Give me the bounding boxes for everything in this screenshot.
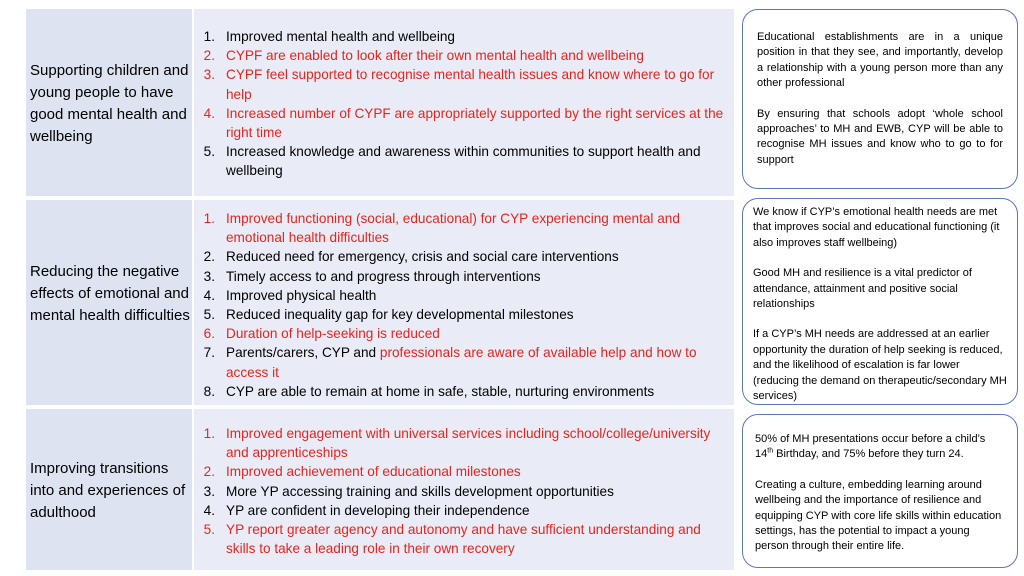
outcome-item: 1. Improved mental health and wellbeing — [203, 29, 455, 44]
note-paragraph: Good MH and resilience is a vital predictor of attendance, attainment and positive social relationships — [753, 267, 972, 311]
outcome-item: 1. Improved engagement with universal services including school/college/university and apprenticeships — [203, 426, 711, 461]
outcome-item: 6. Duration of help-seeking is reduced — [203, 326, 440, 342]
outcome-item: 5. Reduced inequality gap for key developmental milestones — [203, 307, 574, 323]
rationale-note-1 — [742, 9, 1018, 189]
note-paragraph: 50% of MH presentations occur before a child’s 14th Birthday, and 75% before they turn 24. — [755, 433, 986, 461]
note-paragraph: By ensuring that schools adopt ‘whole school approaches’ to MH and EWB, CYP will be able to recognise MH issues and know who to go to for support — [757, 107, 1003, 166]
outcome-item: 3. Timely access to and progress through interventions — [203, 268, 541, 284]
note-paragraph: Educational establishments are in a unique position in that they see, and importantly, develop a relationship with a young person more than any other professional — [757, 31, 1003, 90]
row-1-title: Supporting children and young people to have good mental health and wellbeing — [30, 62, 189, 145]
outcome-item: 1. Improved functioning (social, educational) for CYP experiencing mental and emotional health difficulties — [203, 211, 680, 246]
note-paragraph: We know if CYP’s emotional health needs are met that improves social and educational functioning (it also improves staff wellbeing) — [753, 206, 1000, 249]
rationale-note-2 — [742, 198, 1018, 405]
outcome-item: 3. More YP accessing training and skills development opportunities — [203, 483, 614, 499]
note-paragraph: If a CYP’s MH needs are addressed at an earlier opportunity the duration of help seeking is reduced, and the likelihood of escalation is far lower (reducing the demand on therapeutic/secondary MH services) — [753, 328, 1007, 403]
row-2-outcomes-list — [197, 209, 731, 401]
outcome-item: 2. Improved achievement of educational milestones — [203, 464, 521, 480]
outcome-item: 3. CYPF feel supported to recognise mental health issues and know where to go for help — [203, 67, 715, 102]
outcome-item: 4. Increased number of CYPF are appropriately supported by the right services at the right time — [203, 105, 724, 141]
outcome-item: 5. YP report greater agency and autonomy and have sufficient understanding and skills to take a leading role in their own recovery — [203, 522, 701, 557]
outcome-item: 2. Reduced need for emergency, crisis and social care interventions — [203, 249, 619, 265]
outcome-item: 5. Increased knowledge and awareness within communities to support health and wellbeing — [203, 144, 701, 179]
outcome-item: 2. CYPF are enabled to look after their own mental health and wellbeing — [203, 48, 644, 64]
row-2-title: Reducing the negative effects of emotional and mental health difficulties — [30, 263, 190, 324]
outcome-item: 4. Improved physical health — [203, 287, 377, 303]
row-3-outcomes-list — [197, 424, 731, 558]
note-paragraph: Creating a culture, embedding learning around wellbeing and the importance of resilience and equipping CYP with core life skills within education settings, has the potential to impact a young person through their entire life. — [755, 478, 1002, 553]
row-1-outcomes-list — [197, 27, 731, 181]
rationale-note-3 — [742, 414, 1018, 568]
row-3-title: Improving transitions into and experiences of adulthood — [30, 460, 186, 521]
outcome-item: 7. Parents/carers, CYP and professionals are aware of available help and how to access it — [203, 345, 697, 380]
outcome-item: 8. CYP are able to remain at home in safe, stable, nurturing environments — [203, 383, 655, 399]
outcome-item: 4. YP are confident in developing their independence — [203, 502, 530, 518]
